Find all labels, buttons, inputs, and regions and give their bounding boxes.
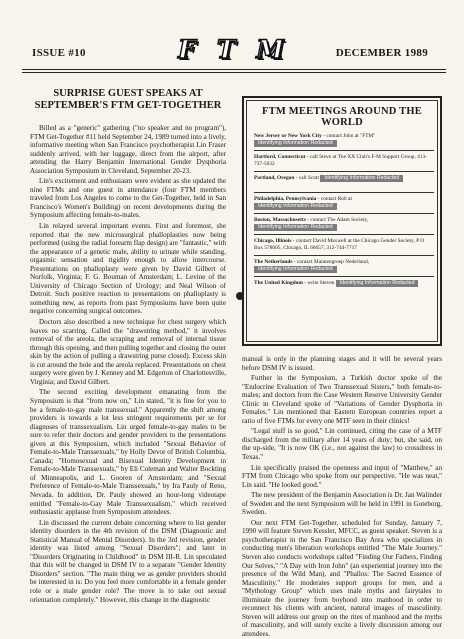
meetings-box — [242, 96, 442, 346]
masthead-logo — [178, 36, 286, 62]
article-column-left — [30, 124, 226, 604]
meeting-entry — [254, 196, 434, 214]
punch-hole-mark — [236, 292, 244, 300]
article-paragraph: manual is only in the planning stages and it will be several years before DSM IV is issued. — [242, 355, 442, 372]
meetings-box-title: FTM MEETINGS AROUND THE WORLD — [262, 106, 422, 128]
meeting-entry — [254, 238, 434, 256]
meeting-place: Philadelphia, Pennsylvania — [254, 196, 317, 202]
issue-number: ISSUE #10 — [32, 47, 86, 59]
meeting-details: - write Steven — [302, 280, 336, 286]
article-paragraph: Lin discussed the current debate concerning where to list gender identity disorders in the 4th revision of the DSM (Diagnostic and Statistical Manual of Mental Disorders). In the 3rd revision, gender identity was listed among "Sexual Disorders"; and later in "Disorders Originating in Childhood" in DSM III-R. Lin speculated that this will be changed in DSM IV to a separate "Gender Identity Disorders" section. "The main thing we as gender providers should be interested in is: Do you feel more comfortable in a female gender role or a male gender role? The move is to take out sexual orientation completely." However, this change in the diagnostic — [30, 518, 226, 604]
meeting-details: - contact David Maxwell at the Chicago Gender Society, P O Box 578005, Chicago, IL 60657; 312-744-7717 — [254, 238, 425, 251]
meeting-place: The United Kingdom — [254, 280, 303, 286]
redaction-label: Identifying Information Redacted — [254, 266, 337, 273]
meeting-entry — [254, 175, 434, 193]
article-paragraph: Lin's excitement and enthusiasm were evident as she updated the nine FTMs and one guest in attendance (four FTM members traveled from Los Angeles to come to the Get-Together, held in San Francisco's Women's Building) on recent developments during the Symposium affecting female-to-males. — [30, 177, 226, 220]
article-paragraph: Lin specifically praised the openness and input of "Matthew," an FTM from Chicago who spoke from our perspective. "He was neat," Lin said. "He looked good." — [242, 463, 442, 489]
meeting-place: Portland, Oregon — [254, 175, 295, 181]
meeting-entry — [254, 154, 434, 172]
article-paragraph: Billed as a "generic" gathering ("no speaker and no program"), FTM Get-Together #11 held September 24, 1989 turned into a lively, informative meeting when San Francisco psychotherapist Lin Fraser suddenly arrived, with her luggage, direct from the airport, after attending the Harry Benjamin International Gender Dysphoria Association Symposium in Cleveland, September 20-23. — [30, 124, 226, 175]
meeting-entry — [254, 217, 434, 235]
meetings-list — [254, 133, 434, 300]
article-paragraph: Our next FTM Get-Together, scheduled for Sunday, January 7, 1990 will feature Steven Kessler, MFCC, as guest speaker. Steven is a psychotherapist in the San Francisco Bay Area who specializes in conducting men's liberation workshops entitled "The Male Journey." Steven also conducts workshops called "Finding Our Fathers, Finding Our Selves," "A Day with Iron John" (an experiential journey into the presence of the Wild Man), and "Phallos: The Sacred Essence of Masculinity." He moderates support groups for men, and a "Mythology Group" which uses male myths and fairytales to illuminate the journey from boyhood into manhood in order to reconnect his clients with ancient, natural images of masculinity. Steven will address our group on the rites of manhood and the myths of masculinity, and will surely excite a lively discussion among our attendees. — [242, 518, 442, 638]
meeting-place: Hartford, Connecticut — [254, 154, 306, 160]
article-column-right — [242, 355, 442, 638]
meeting-details: - contact The Adam Society, — [305, 217, 369, 223]
redaction-label: Identifying Information Redacted — [320, 175, 403, 182]
meeting-details: - contact John at "FTM" — [321, 133, 376, 139]
meeting-entry — [254, 280, 434, 297]
meeting-place: New Jersey or New York City — [254, 133, 322, 139]
article-paragraph: "Legal stuff is so good," Lin continued, citing the case of a MTF discharged from the military after 14 years of duty; but, she said, on the up-side, "It is now OK (i.e., not against the law) to crossdress in Texas." — [242, 427, 442, 462]
header-rule — [22, 72, 446, 73]
article-paragraph: Further in the Symposium, a Turkish doctor spoke of the "Endocrine Evaluation of Two Transsexual Sisters," both female-to-males; and doctors from the Case Western Reserve University Gender Clinic in Cleveland spoke of "Variations of Gender Dysphoria in Females." Lin mentioned that Eastern European countries report a ratio of five FTMs for every one MTF seen in their clinics! — [242, 374, 442, 425]
article-paragraph: Lin relayed several important events. First and foremost, she reported that the new microsurgical phalloplasties now being performed (using the radial forearm flap design) are "fantastic," with the appearance of a genetic male, ability to urinate while standing, orgasmic sensation and rigidity enough to allow intercourse. Presentations on phalloplasty were given by David Gilbert of Norfolk, Virginia; F. G. Bouman of Amsterdam; L. Levine of the University of Chicago Section of Urology; and Neal Wilson of Detroit. Such positive reaction to presentations on phalloplasty is something new, as reports from past Symposiums have been quite negative concerning surgical outcomes. — [30, 222, 226, 316]
meeting-place: Boston, Massachusetts — [254, 217, 306, 223]
issue-date: DECEMBER 1989 — [335, 47, 428, 59]
meeting-details: - contact Rob at — [316, 196, 352, 202]
article-paragraph: The new president of the Benjamin Association is Dr. Jan Walinder of Sweden and the next Symposium will be held in 1991 in Goteborg, Sweden. — [242, 491, 442, 517]
masthead-letter-t: T — [216, 34, 238, 64]
masthead-letter-m: M — [256, 34, 286, 64]
meeting-details: - call Scott — [294, 175, 321, 181]
redaction-label: Identifying Information Redacted — [254, 224, 337, 231]
redaction-label: Identifying Information Redacted — [336, 280, 419, 287]
redaction-label: Identifying Information Redacted — [254, 203, 337, 210]
meeting-entry — [254, 133, 434, 151]
article-paragraph: The second exciting development emanating from the Symposium is that "from now on," Lin stated, "it is fine for you to be a female-to-gay male transsexual." Apparently the shift among providers is towards a lot less stringent requirements per se for diagnoses of transsexualism. Lin urged female-to-gay males to be sure to refer their doctors and gender providers to the presentations given at this Symposium, which included "Sexual Behavior of Female-to-Male Transsexuals," by Holly Devor of British Columbia, Canada; "Homosexual and Bisexual Identity Development in Female-to-Male Transsexuals," by Eli Coleman and Walter Bockting of Minneapolis, and L. Gooren of Amsterdam; and "Sexual Preference of Female-to-Male Transsexuals," by Ira Pauly of Reno, Nevada. In addition, Dr. Pauly showed an hour-long videotape entitled "Female-to-Gay Male Transsexualism," which received enthusiastic applause from Symposium attendees. — [30, 388, 226, 517]
masthead-letter-f: F — [178, 34, 198, 64]
meeting-place: The Netherlands — [254, 259, 293, 265]
meeting-entry — [254, 259, 434, 277]
meeting-details: - contact Mannengroep Nederland, — [292, 259, 369, 265]
header-rule — [22, 69, 446, 70]
meeting-details: - call Steve at The XX Club's F-M Support Group, 413-737-5032 — [254, 154, 428, 167]
redaction-label: Identifying Information Redacted — [254, 140, 337, 147]
article-headline: SURPRISE GUEST SPEAKS AT SEPTEMBER'S FTM GET-TOGETHER — [34, 88, 222, 111]
article-paragraph: Doctors also described a new technique for chest surgery which leaves no scarring. Called the "drawstring method," it involves removal of the areola, the scraping and removal of internal tissue through this opening, and then pulling together and closing the outer skin by the action of pulling a drawstring purse closed). Excess skin is cut around the hole and the areola replaced. Presentations on chest surgery were given by J. Kenney and M. Edgerton of Charlottesville, Virginia; and David Gilbert. — [30, 318, 226, 386]
meeting-place: Chicago, Illinois — [254, 238, 292, 244]
